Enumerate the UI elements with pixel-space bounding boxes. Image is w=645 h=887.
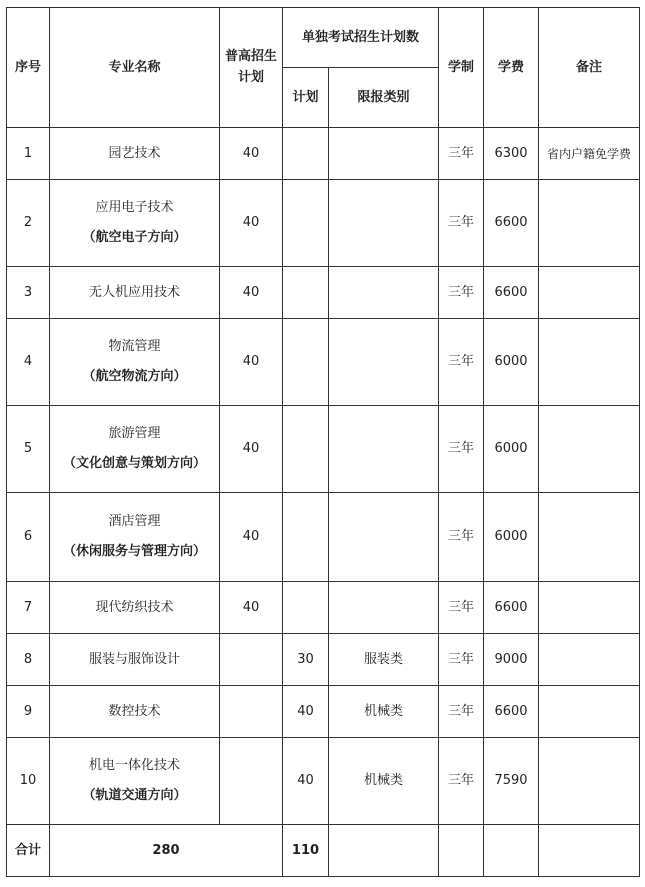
table-row [7, 634, 640, 686]
table-row [7, 128, 640, 180]
row-general: 40 [220, 582, 283, 634]
row-note [539, 406, 640, 493]
row-note [539, 634, 640, 686]
major-direction: （航空物流方向） [82, 369, 187, 384]
major-name: 数控技术 [108, 703, 161, 719]
row-major [50, 634, 220, 686]
major-name: 物流管理 [108, 339, 161, 355]
row-index: 5 [7, 406, 50, 493]
row-plan: 30 [283, 634, 329, 686]
row-note [539, 582, 640, 634]
row-plan: 40 [283, 686, 329, 738]
row-duration: 三年 [439, 493, 484, 582]
total-duration-empty [439, 825, 484, 877]
major-direction: （文化创意与策划方向） [62, 456, 206, 471]
major-name: 现代纺织技术 [95, 599, 174, 615]
enrollment-plan-table [6, 7, 640, 877]
row-index: 6 [7, 493, 50, 582]
row-general: 40 [220, 319, 283, 406]
major-name: 应用电子技术 [95, 200, 174, 216]
row-major [50, 738, 220, 825]
table-row [7, 582, 640, 634]
row-plan [283, 180, 329, 267]
row-general: 40 [220, 267, 283, 319]
row-tuition: 9000 [484, 634, 539, 686]
row-major [50, 319, 220, 406]
row-duration: 三年 [439, 634, 484, 686]
row-major [50, 128, 220, 180]
row-plan [283, 128, 329, 180]
header-note: 备注 [539, 8, 640, 128]
table-row [7, 180, 640, 267]
row-index: 4 [7, 319, 50, 406]
header-major: 专业名称 [50, 8, 220, 128]
row-tuition: 6000 [484, 319, 539, 406]
row-note [539, 319, 640, 406]
row-note [539, 493, 640, 582]
row-plan [283, 406, 329, 493]
row-tuition: 6000 [484, 493, 539, 582]
row-note: 省内户籍免学费 [539, 128, 640, 180]
row-general [220, 686, 283, 738]
header-plan: 计划 [283, 68, 329, 128]
major-direction: （航空电子方向） [82, 230, 187, 245]
row-duration: 三年 [439, 267, 484, 319]
row-general: 40 [220, 128, 283, 180]
row-category [329, 493, 439, 582]
row-category [329, 582, 439, 634]
row-general [220, 738, 283, 825]
row-category [329, 128, 439, 180]
row-index: 3 [7, 267, 50, 319]
row-category [329, 267, 439, 319]
row-tuition: 7590 [484, 738, 539, 825]
header-general-plan-text: 普高招生计划 [224, 48, 277, 85]
header-index: 序号 [7, 8, 50, 128]
row-tuition: 6600 [484, 582, 539, 634]
row-category: 服装类 [329, 634, 439, 686]
row-general [220, 634, 283, 686]
header-category: 限报类别 [329, 68, 439, 128]
row-plan: 40 [283, 738, 329, 825]
table-row [7, 686, 640, 738]
row-duration: 三年 [439, 686, 484, 738]
header-duration: 学制 [439, 8, 484, 128]
row-plan [283, 493, 329, 582]
major-name: 无人机应用技术 [88, 284, 180, 300]
table-row [7, 267, 640, 319]
table-row [7, 493, 640, 582]
header-general-plan [220, 8, 283, 128]
row-plan [283, 582, 329, 634]
row-index: 2 [7, 180, 50, 267]
row-major [50, 267, 220, 319]
row-note [539, 686, 640, 738]
row-general: 40 [220, 406, 283, 493]
row-duration: 三年 [439, 582, 484, 634]
row-duration: 三年 [439, 406, 484, 493]
row-major [50, 406, 220, 493]
row-tuition: 6300 [484, 128, 539, 180]
row-category [329, 180, 439, 267]
row-general: 40 [220, 493, 283, 582]
table-row [7, 406, 640, 493]
row-major [50, 180, 220, 267]
total-category-empty [329, 825, 439, 877]
row-major [50, 686, 220, 738]
row-duration: 三年 [439, 180, 484, 267]
row-tuition: 6000 [484, 406, 539, 493]
header-separate-exam: 单独考试招生计划数 [283, 8, 439, 68]
row-category: 机械类 [329, 686, 439, 738]
total-general: 280 [50, 825, 283, 877]
table-row [7, 738, 640, 825]
row-duration: 三年 [439, 128, 484, 180]
row-note [539, 180, 640, 267]
row-major [50, 582, 220, 634]
row-category: 机械类 [329, 738, 439, 825]
row-note [539, 738, 640, 825]
major-name: 机电一体化技术 [88, 758, 180, 774]
row-plan [283, 319, 329, 406]
major-name: 园艺技术 [108, 145, 161, 161]
row-plan [283, 267, 329, 319]
total-note-empty [539, 825, 640, 877]
row-general: 40 [220, 180, 283, 267]
row-index: 8 [7, 634, 50, 686]
major-name: 酒店管理 [108, 514, 161, 530]
major-name: 服装与服饰设计 [88, 651, 180, 667]
header-tuition: 学费 [484, 8, 539, 128]
row-duration: 三年 [439, 319, 484, 406]
row-major [50, 493, 220, 582]
row-note [539, 267, 640, 319]
row-index: 10 [7, 738, 50, 825]
row-category [329, 406, 439, 493]
row-category [329, 319, 439, 406]
total-plan: 110 [283, 825, 329, 877]
row-tuition: 6600 [484, 180, 539, 267]
total-tuition-empty [484, 825, 539, 877]
total-label: 合计 [7, 825, 50, 877]
major-direction: （轨道交通方向） [82, 788, 187, 803]
major-direction: （休闲服务与管理方向） [62, 544, 206, 559]
major-name: 旅游管理 [108, 426, 161, 442]
table-row [7, 319, 640, 406]
total-row [7, 825, 640, 877]
row-tuition: 6600 [484, 686, 539, 738]
row-tuition: 6600 [484, 267, 539, 319]
row-duration: 三年 [439, 738, 484, 825]
row-index: 9 [7, 686, 50, 738]
row-index: 1 [7, 128, 50, 180]
row-index: 7 [7, 582, 50, 634]
